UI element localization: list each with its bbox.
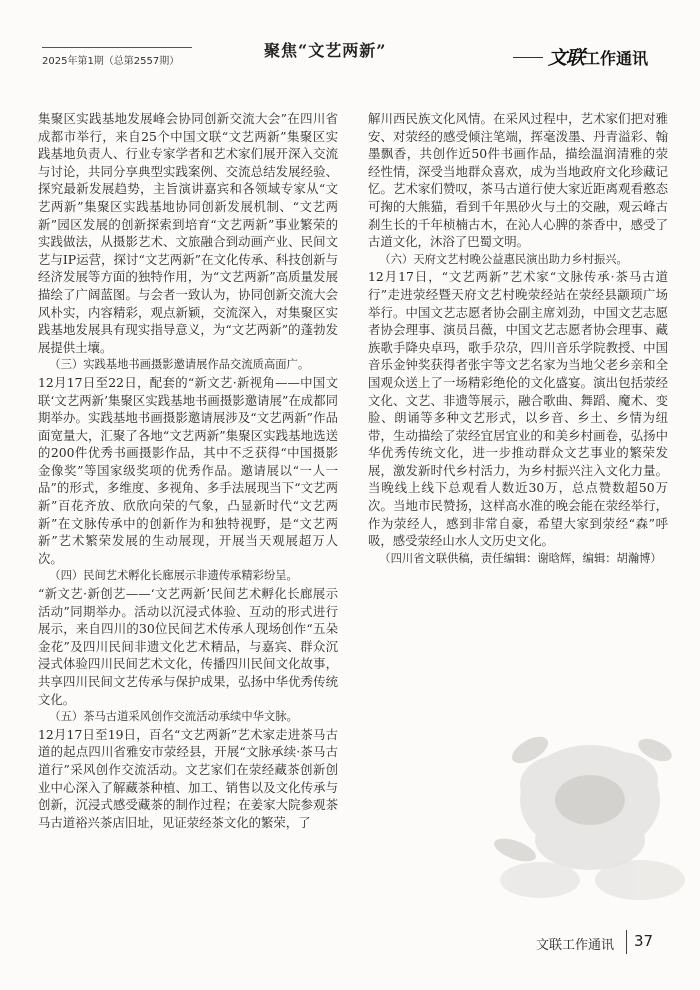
body-paragraph: 12月17日至19日，百名“文艺两新”艺术家走进茶马古道的起点四川省雅安市荥经县，开展“文脉承续·茶马古道行”采风创作交流活动。文艺家们在荥经藏茶创新创业中心深入了解藏茶种植、加工、销售以及文化传承与创新，沉浸式感受藏茶的制作过程；在姜家大院参观茶马古道裕兴茶店旧址，见证荥经茶文化的繁荣，了 <box>38 726 338 830</box>
body-paragraph: 解川西民族文化风情。在采风过程中，艺术家们把对雅安、对荥经的感受倾注笔端，挥毫泼墨、丹青溢彩、翰墨飘香，共创作近50件书画作品，描绘温润清雅的荥经性情，深受当地群众喜欢，成为当地政府文化珍藏记忆。艺术家们赞叹，茶马古道行使大家近距离观看憨态可掬的大熊猫，看到千年黑砂火与土的交融，观云峰古刹生长的千年桢楠古木，在沁人心脾的茶香中，感受了古道文化，沐浴了巴蜀文明。 <box>368 111 668 250</box>
publication-masthead <box>548 43 648 70</box>
section-title: 聚焦“文艺两新” <box>264 41 387 60</box>
page-number: 37 <box>634 932 654 950</box>
body-paragraph: “新文艺·新创艺——‘文艺两新’民间艺术孵化长廊展示活动”同期举办。活动以沉浸式体验、互动的形式进行展示，来自四川的30位民间艺术传承人现场创作“五朵金花”及四川民间非遗文化艺术精品，与嘉宾、群众沉浸式体验四川民间艺术文化，传播四川民间文化故事，共享四川民间文艺传承与保护成果，弘扬中华优秀传统文化。 <box>38 586 338 707</box>
editor-credit: （四川省文联供稿，责任编辑：谢晗辉，编辑：胡瀚博） <box>379 551 662 565</box>
left-column <box>38 110 338 831</box>
section-heading-5: （五）茶马古道采风创作交流活动承续中华文脉。 <box>49 710 298 724</box>
header-rule-right <box>513 57 543 58</box>
issue-number: 2025年第1期（总第2557期） <box>42 56 180 67</box>
section-heading-6: （六）天府文艺村晚公益惠民演出助力乡村振兴。 <box>379 252 628 266</box>
body-paragraph: 集聚区实践基地发展峰会协同创新交流大会”在四川省成都市举行，来自25个中国文联“文艺两新”集聚区实践基地负责人、行业专家学者和艺术家们展开深入交流与讨论，共同分享典型实践案例、交流总结发展经验、探究最新发展趋势，主旨演讲嘉宾和各领域专家从“文艺两新”集聚区实践基地协同创新发展机制、“文艺两新”园区发展的创新探索到培育“文艺两新”事业繁荣的实践做法，从摄影艺术、文旅融合到动画产业、民间文艺与IP运营，探讨“文艺两新”在文化传承、科技创新与经济发展等方面的独特作用，为“文艺两新”高质量发展描绘了广阔蓝图。与会者一致认为，协同创新交流大会风朴实，内容精彩，观点新颖，交流深入，对集聚区实践基地发展具有现实指导意义，为“文艺两新”的蓬勃发展提供土壤。 <box>38 111 338 355</box>
footer-publication-name: 文联工作通讯 <box>536 938 615 953</box>
peony-watermark-icon <box>470 690 700 920</box>
section-heading-4: （四）民间艺术孵化长廊展示非遗传承精彩纷呈。 <box>49 569 298 583</box>
wenlian-logo-icon: 文联 <box>548 47 585 69</box>
right-column <box>368 110 668 567</box>
footer-divider <box>626 930 627 954</box>
body-paragraph: 12月17日至22日，配套的“新文艺·新视角——中国文联‘文艺两新’集聚区实践基地书画摄影邀请展”在成都同期举办。实践基地书画摄影邀请展涉及“文艺两新”作品面宽量大，汇聚了各地“文艺两新”集聚区实践基地选送的200件优秀书画摄影作品，其中不乏获得“中国摄影金像奖”等国家级奖项的优秀作品。邀请展以“一人一品”的形式，多维度、多视角、多手法展现当下“文艺两新”百花齐放、欣欣向荣的气象，凸显新时代“文艺两新”在文脉传承中的创新作为和独特视野，是“文艺两新”艺术繁荣发展的生动展现，开展当天观展超万人次。 <box>38 374 338 566</box>
publication-name: 工作通讯 <box>584 49 649 68</box>
body-paragraph: 12月17日，“文艺两新”艺术家“文脉传承·茶马古道行”走进荥经暨天府文艺村晚荥经站在荥经县颛顼广场举行。中国文艺志愿者协会副主席刘劲，中国文艺志愿者协会理事、演员吕薇，中国文艺志愿者协会理事、藏族歌手降央卓玛，歌手尕尕，四川音乐学院教授、中国音乐金钟奖获得者张宇等文艺名家为当地父老乡亲和全国观众送上了一场精彩绝伦的文化盛宴。演出包括荥经文化、文艺、非遗等展示，融合歌曲、舞蹈、魔术、变脸、朗诵等多种文艺形式，以乡音、乡土、乡情为纽带，生动描绘了荥经宜居宜业的和美乡村画卷，弘扬中华优秀传统文化，进一步推动群众文艺事业的繁荣发展，激发新时代乡村活力，为乡村振兴注入文化力量。当晚线上线下总观看人数近30万，总点赞数超50万次。当地市民赞扬，这样高水准的晚会能在荥经举行，作为荥经人，感到非常自豪，希望大家到荥经“森”呼吸，感受荥经山水人文历史文化。 <box>368 269 668 549</box>
section-heading-3: （三）实践基地书画摄影邀请展作品交流质高面广。 <box>49 358 310 372</box>
header-rule-left <box>42 47 192 48</box>
